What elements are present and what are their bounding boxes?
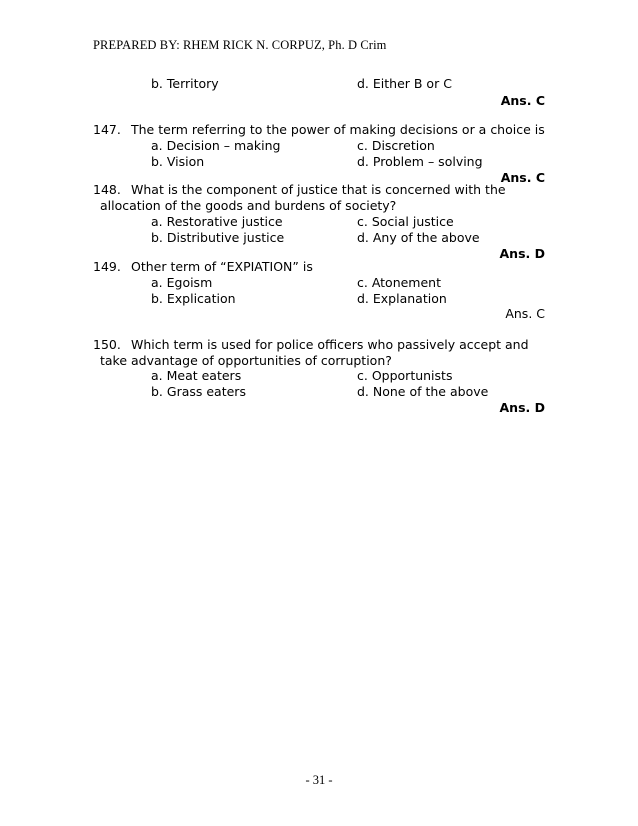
option-c: c. Discretion <box>357 138 435 153</box>
option-b: b. Grass eaters <box>151 384 246 399</box>
option-c: c. Opportunists <box>357 368 453 383</box>
answer-label: Ans. C <box>500 93 545 108</box>
question-number: 149. <box>93 259 121 274</box>
answer-label: Ans. C <box>505 306 545 321</box>
option-a: a. Meat eaters <box>151 368 242 383</box>
question-text-continued: take advantage of opportunities of corruption? <box>100 353 392 368</box>
question-number: 147. <box>93 122 121 137</box>
question-text-continued: allocation of the goods and burdens of society? <box>100 198 397 213</box>
question-text: Which term is used for police officers who passively accept and <box>131 337 529 352</box>
option-a: a. Restorative justice <box>151 214 283 229</box>
option-b: b. Vision <box>151 154 205 169</box>
option-d: d. Problem – solving <box>357 154 483 169</box>
option-a: a. Decision – making <box>151 138 281 153</box>
question-number: 150. <box>93 337 121 352</box>
question-number: 148. <box>93 182 121 197</box>
option-d: d. Either B or C <box>357 76 452 91</box>
option-a: a. Egoism <box>151 275 213 290</box>
option-b: b. Distributive justice <box>151 230 285 245</box>
option-b: b. Territory <box>151 76 219 91</box>
answer-label: Ans. C <box>500 170 545 185</box>
page-number: - 31 - <box>305 773 333 787</box>
question-text: The term referring to the power of making decisions or a choice is <box>131 122 545 137</box>
answer-label: Ans. D <box>499 246 545 261</box>
option-c: c. Social justice <box>357 214 454 229</box>
option-d: d. None of the above <box>357 384 489 399</box>
page-header: PREPARED BY: RHEM RICK N. CORPUZ, Ph. D Crim <box>93 38 387 52</box>
option-c: c. Atonement <box>357 275 442 290</box>
option-d: d. Explanation <box>357 291 447 306</box>
answer-label: Ans. D <box>499 400 545 415</box>
question-text: Other term of “EXPIATION” is <box>131 259 313 274</box>
question-text: What is the component of justice that is concerned with the <box>131 182 506 197</box>
option-d: d. Any of the above <box>357 230 480 245</box>
option-b: b. Explication <box>151 291 236 306</box>
